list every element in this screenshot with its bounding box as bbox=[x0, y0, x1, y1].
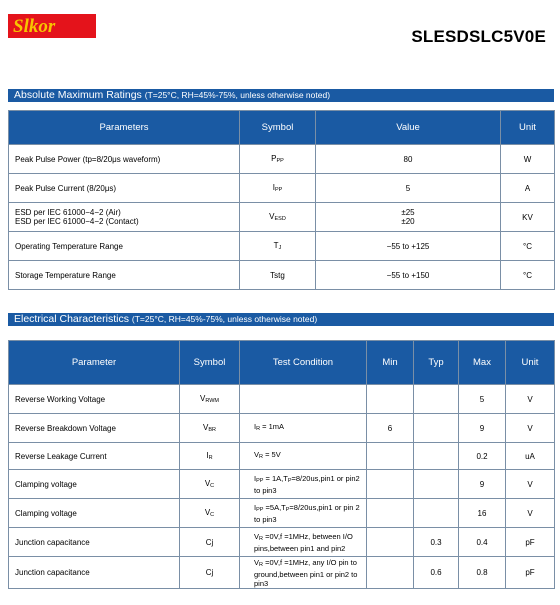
table-row bbox=[9, 203, 555, 232]
table-row bbox=[9, 174, 555, 203]
symbol-cell bbox=[180, 557, 240, 589]
table-row bbox=[9, 145, 555, 174]
symbol-cell bbox=[180, 443, 240, 470]
test-condition-cell: $V_R = 5V$ bbox=[240, 443, 367, 470]
max-cell: 16 bbox=[459, 499, 506, 528]
unit-cell: KV bbox=[501, 203, 555, 232]
table-row bbox=[9, 557, 555, 589]
col-header: Parameter bbox=[9, 341, 180, 385]
param-text: ESD per IEC 61000−4−2 (Air) bbox=[15, 208, 121, 217]
unit-cell: pF bbox=[506, 528, 555, 557]
value-cell bbox=[316, 145, 501, 174]
test-condition-cell: $I_{PP} = 1A,T_P=8/20us,pin1$ or pin2 to pin3 bbox=[240, 470, 367, 499]
symbol-subscript: PP bbox=[274, 187, 283, 193]
param-cell: Reverse Breakdown Voltage bbox=[9, 414, 180, 443]
unit-cell: °C bbox=[501, 261, 555, 290]
table-row bbox=[9, 528, 555, 557]
subscript: R bbox=[259, 454, 263, 460]
param-text: Peak Pulse Current (8/20μs) bbox=[15, 183, 117, 193]
param-cell: Clamping voltage bbox=[9, 470, 180, 499]
value-cell bbox=[316, 232, 501, 261]
unit-cell: °C bbox=[501, 232, 555, 261]
symbol-main: I bbox=[272, 183, 275, 192]
unit-cell: uA bbox=[506, 443, 555, 470]
param-cell: Junction capacitance bbox=[9, 557, 180, 589]
abs-max-condition: (T=25°C, RH=45%-75%, unless otherwise noted) bbox=[144, 90, 331, 100]
unit-cell: V bbox=[506, 499, 555, 528]
symbol-main: V bbox=[269, 212, 275, 221]
symbol-subscript: BR bbox=[208, 427, 216, 433]
max-cell: 0.4 bbox=[459, 528, 506, 557]
symbol-cell bbox=[180, 414, 240, 443]
symbol-subscript: C bbox=[210, 483, 215, 489]
subscript: R bbox=[259, 561, 263, 568]
typ-cell bbox=[414, 499, 459, 528]
typ-cell bbox=[414, 414, 459, 443]
col-header: Unit bbox=[506, 341, 555, 385]
symbol-main: Cj bbox=[205, 537, 214, 547]
subscript: R bbox=[259, 535, 263, 542]
unit-cell: W bbox=[501, 145, 555, 174]
subscript: PP bbox=[256, 477, 264, 484]
param-cell bbox=[9, 261, 240, 290]
abs-max-table bbox=[8, 110, 555, 290]
value-text: −55 to +150 bbox=[386, 270, 430, 280]
elec-title: Electrical Characteristics bbox=[14, 313, 129, 325]
min-cell bbox=[367, 470, 414, 499]
unit-cell: pF bbox=[506, 557, 555, 589]
subscript: PP bbox=[256, 506, 264, 513]
col-header: Unit bbox=[501, 111, 555, 145]
symbol-subscript: ESD bbox=[274, 216, 286, 222]
min-cell bbox=[367, 385, 414, 414]
table-row bbox=[9, 232, 555, 261]
col-header: Value bbox=[316, 111, 501, 145]
symbol-main: I bbox=[206, 451, 209, 460]
symbol-subscript: RWM bbox=[205, 398, 219, 404]
param-cell: Junction capacitance bbox=[9, 528, 180, 557]
max-cell: 9 bbox=[459, 470, 506, 499]
table-row bbox=[9, 499, 555, 528]
table-row bbox=[9, 261, 555, 290]
typ-cell bbox=[414, 443, 459, 470]
value-text: 80 bbox=[403, 154, 413, 164]
symbol-cell bbox=[180, 470, 240, 499]
test-condition-cell: $I_R = 1mA$ bbox=[240, 414, 367, 443]
table-row bbox=[9, 385, 555, 414]
symbol-main: Cj bbox=[205, 568, 214, 577]
symbol-main: P bbox=[271, 154, 277, 163]
elec-section-title bbox=[8, 313, 554, 326]
min-cell: 6 bbox=[367, 414, 414, 443]
symbol-main: V bbox=[204, 508, 211, 517]
part-number: SLESDSLC5V0E bbox=[411, 27, 546, 46]
param-cell bbox=[9, 232, 240, 261]
param-cell bbox=[9, 203, 240, 232]
param-text: Operating Temperature Range bbox=[15, 241, 123, 251]
symbol-cell bbox=[240, 174, 316, 203]
subscript: P bbox=[287, 477, 292, 484]
min-cell bbox=[367, 557, 414, 589]
elec-table bbox=[8, 340, 555, 589]
max-cell: 0.2 bbox=[459, 443, 506, 470]
symbol-cell bbox=[240, 203, 316, 232]
value-text: ±20 bbox=[401, 217, 415, 226]
value-text: 5 bbox=[405, 183, 411, 193]
param-cell: Reverse Working Voltage bbox=[9, 385, 180, 414]
symbol-subscript: C bbox=[210, 512, 215, 518]
slkor-logo bbox=[8, 14, 96, 38]
typ-cell: 0.3 bbox=[414, 528, 459, 557]
col-header: Parameters bbox=[9, 111, 240, 145]
table-row bbox=[9, 443, 555, 470]
param-text: ESD per IEC 61000−4−2 (Contact) bbox=[15, 217, 139, 226]
symbol-main: V bbox=[203, 423, 209, 432]
logo-text: Slkor bbox=[13, 16, 56, 37]
max-cell: 0.8 bbox=[459, 557, 506, 589]
col-header: Typ bbox=[414, 341, 459, 385]
symbol-main: V bbox=[204, 479, 211, 488]
abs-max-title: Absolute Maximum Ratings bbox=[14, 89, 142, 101]
col-header: Symbol bbox=[240, 111, 316, 145]
typ-cell bbox=[414, 470, 459, 499]
value-cell bbox=[316, 261, 501, 290]
symbol-main: Tstg bbox=[270, 270, 285, 280]
symbol-cell bbox=[240, 261, 316, 290]
symbol-cell bbox=[180, 499, 240, 528]
value-text: ±25 bbox=[401, 208, 415, 217]
symbol-subscript: J bbox=[278, 245, 282, 251]
min-cell bbox=[367, 528, 414, 557]
abs-max-section-title bbox=[8, 89, 554, 102]
param-cell: Clamping voltage bbox=[9, 499, 180, 528]
col-header: Test Condition bbox=[240, 341, 367, 385]
param-cell bbox=[9, 145, 240, 174]
value-cell bbox=[316, 174, 501, 203]
max-cell: 9 bbox=[459, 414, 506, 443]
unit-cell: V bbox=[506, 470, 555, 499]
typ-cell bbox=[414, 385, 459, 414]
min-cell bbox=[367, 499, 414, 528]
abs-max-header-row bbox=[9, 111, 555, 145]
symbol-subscript: PP bbox=[276, 158, 284, 164]
subscript: R bbox=[256, 426, 261, 432]
param-cell bbox=[9, 174, 240, 203]
subscript: P bbox=[285, 506, 290, 513]
test-condition-cell: $I_{PP} =5A,T_P=8/20us,pin1$ or pin 2 to pin3 bbox=[240, 499, 367, 528]
col-header: Min bbox=[367, 341, 414, 385]
elec-condition: (T=25°C, RH=45%-75%, unless otherwise noted) bbox=[131, 314, 318, 324]
param-cell: Reverse Leakage Current bbox=[9, 443, 180, 470]
unit-cell: V bbox=[506, 385, 555, 414]
col-header: Max bbox=[459, 341, 506, 385]
col-header: Symbol bbox=[180, 341, 240, 385]
min-cell bbox=[367, 443, 414, 470]
symbol-cell bbox=[180, 528, 240, 557]
table-row bbox=[9, 470, 555, 499]
symbol-subscript: R bbox=[208, 455, 213, 461]
typ-cell: 0.6 bbox=[414, 557, 459, 589]
symbol-main: T bbox=[273, 241, 279, 250]
symbol-main: V bbox=[200, 394, 206, 403]
test-condition-cell: $V_R =0V,f =1MHz$, any I/O pin to ground,between pin1 or pin2 to pin3 bbox=[240, 557, 367, 589]
symbol-cell bbox=[240, 145, 316, 174]
value-text: −55 to +125 bbox=[386, 241, 430, 251]
value-cell bbox=[316, 203, 501, 232]
max-cell: 5 bbox=[459, 385, 506, 414]
symbol-cell bbox=[180, 385, 240, 414]
param-text: Peak Pulse Power (tp=8/20μs waveform) bbox=[15, 154, 161, 164]
param-text: Storage Temperature Range bbox=[15, 270, 116, 280]
unit-cell: V bbox=[506, 414, 555, 443]
test-condition-cell: $V_R =0V,f =1MHz$, between I/O pins,between pin1 and pin2 bbox=[240, 528, 367, 557]
elec-header-row bbox=[9, 341, 555, 385]
test-condition-cell bbox=[240, 385, 367, 414]
table-row bbox=[9, 414, 555, 443]
symbol-cell bbox=[240, 232, 316, 261]
unit-cell: A bbox=[501, 174, 555, 203]
